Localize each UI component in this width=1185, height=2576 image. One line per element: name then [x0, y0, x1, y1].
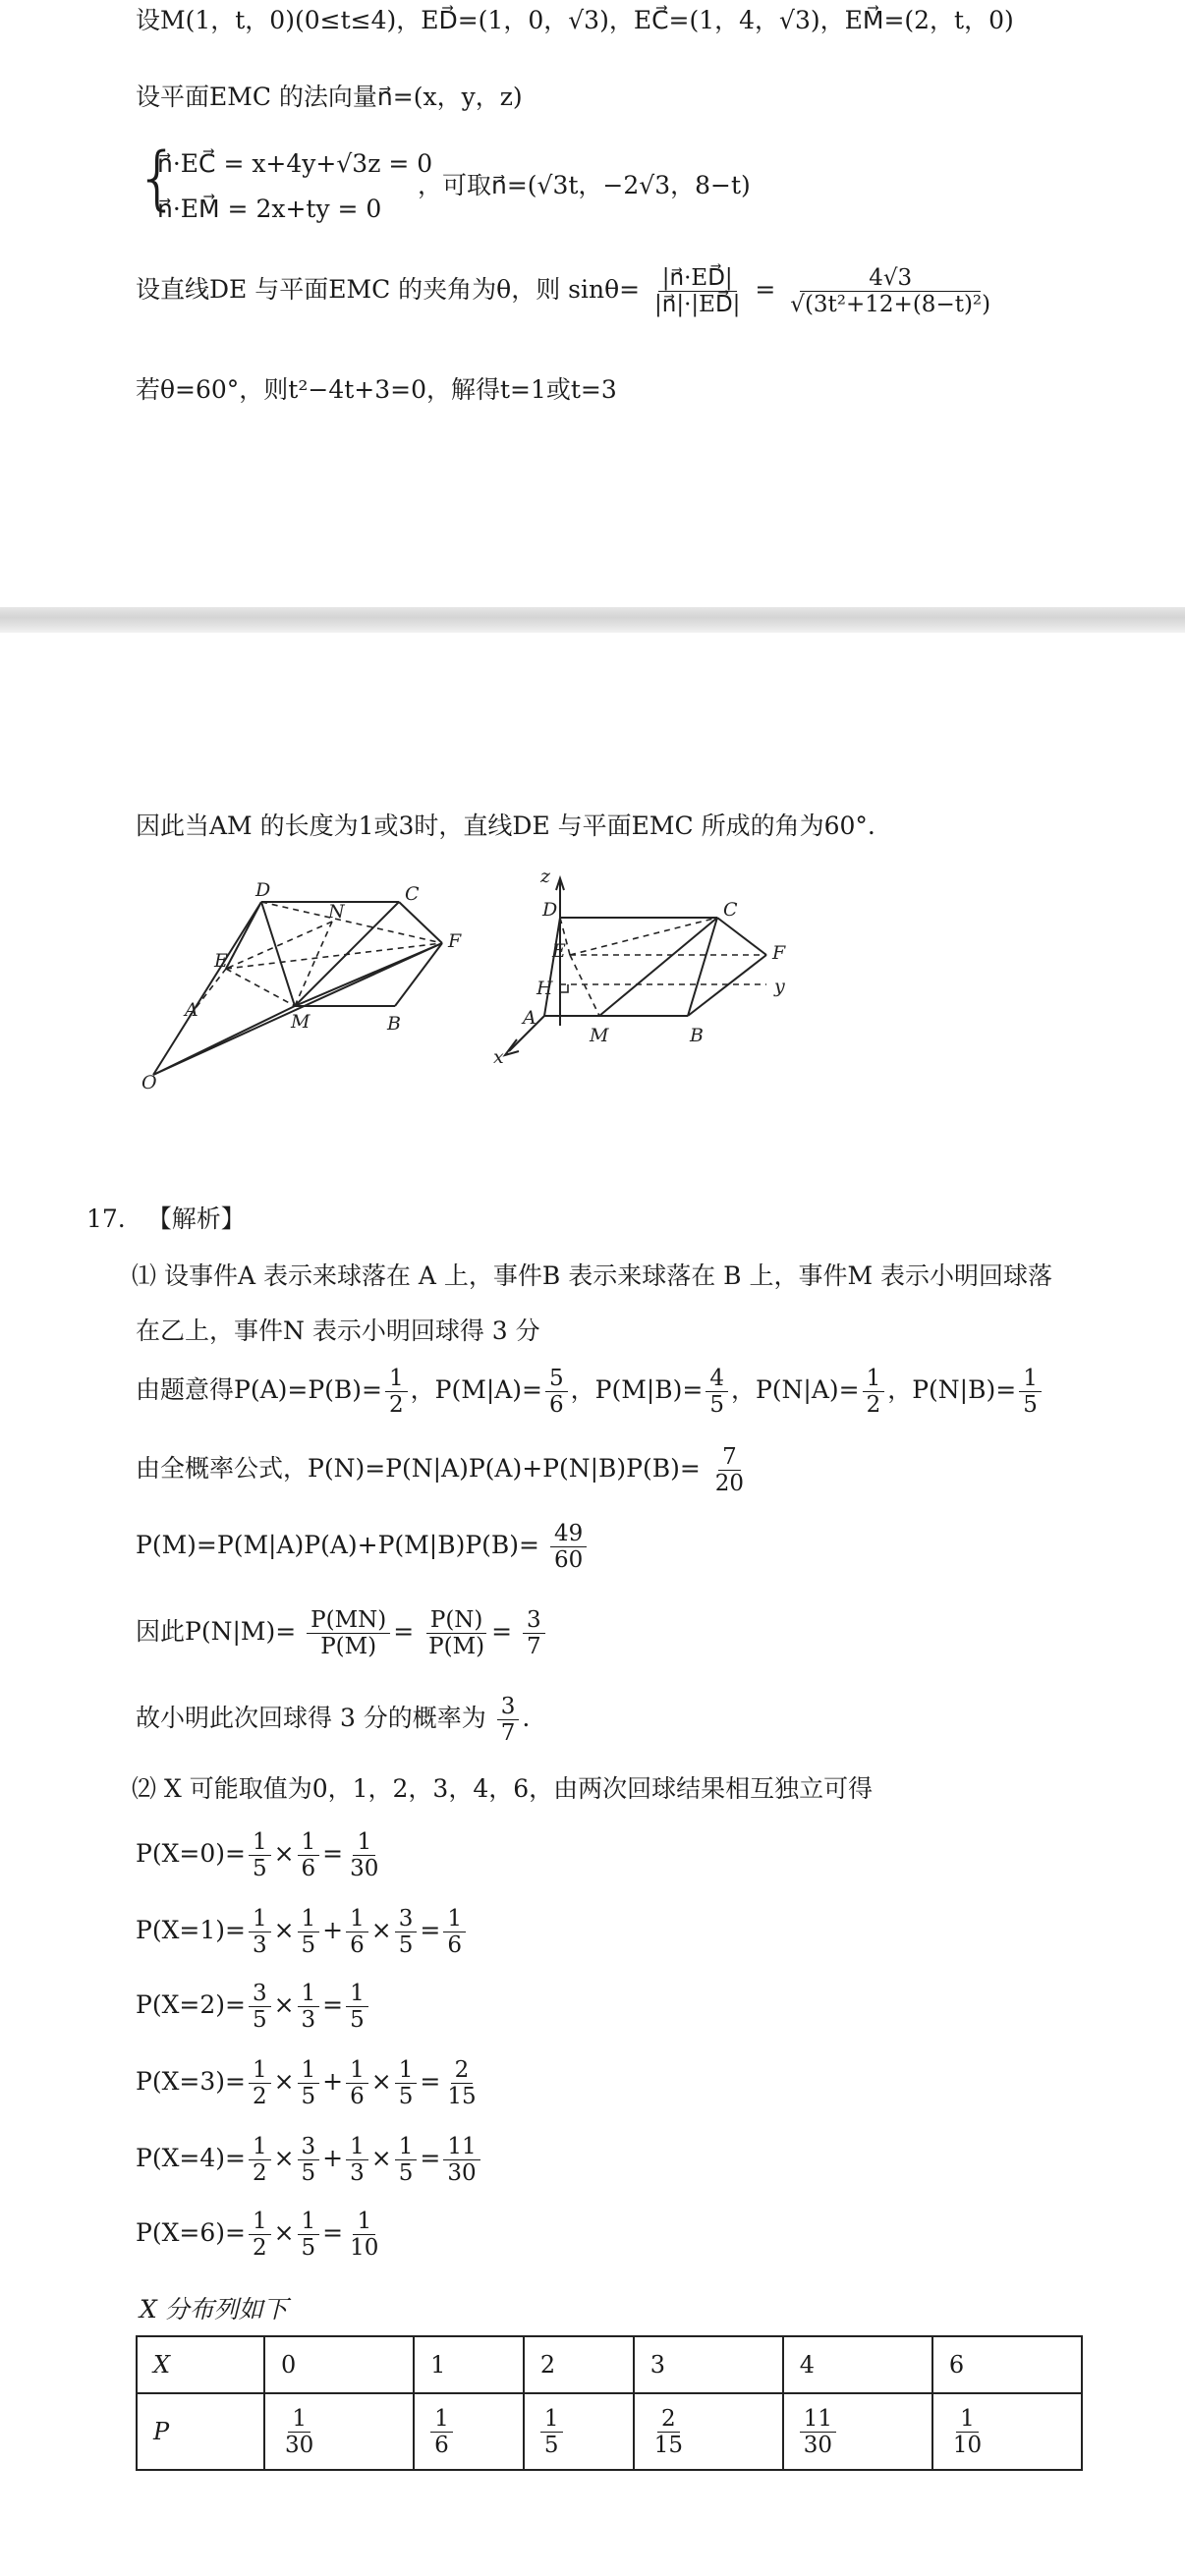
- normal-vector-result: ，可取n⃗=(√3t，−2√3，8−t): [418, 171, 751, 199]
- px1-eq: =: [420, 1916, 441, 1944]
- px4-eq: =: [420, 2144, 441, 2172]
- table-head-x: X: [137, 2336, 264, 2393]
- given-frac-0: [385, 1366, 408, 1418]
- table-p-frac-0-den: 30: [285, 2432, 314, 2458]
- px0-result: [346, 1829, 382, 1881]
- cond-fraction-3: [523, 1607, 545, 1659]
- px6-lhs: P(X=6)=: [136, 2218, 246, 2247]
- cond-fraction-1: [307, 1607, 390, 1659]
- equation-1: n⃗·EC⃗ = x+4y+√3z = 0: [157, 149, 433, 178]
- pyramid-label-6: M: [291, 1011, 310, 1033]
- prob-line-px1: [136, 1906, 469, 1958]
- px3-c-num: 1: [346, 2057, 368, 2084]
- px1-a-num: 1: [249, 1906, 271, 1932]
- pyramid-figure: [136, 878, 470, 1114]
- cond-f2-num: P(N): [426, 1607, 487, 1634]
- px6-b-num: 1: [298, 2209, 320, 2235]
- given-lhs-4: ，P(N|B)=: [887, 1375, 1017, 1404]
- table-x-cell-1: 1: [414, 2336, 524, 2393]
- px2-lhs: P(X=2)=: [136, 1990, 246, 2019]
- sine-angle-line: 设直线DE 与平面EMC 的夹角为θ，则 sinθ= $\frac{|n⃗\cdot ED⃗|}{|n⃗|\cdot|ED⃗|}$ = $\frac{4√3}{\text{√(3t²+12+(8−t)²)}}$: [136, 265, 997, 317]
- cond-f1-num: P(MN): [307, 1607, 390, 1634]
- px1-result-num: 1: [443, 1906, 466, 1932]
- given-probabilities: [136, 1366, 1044, 1418]
- px6-b-den: 5: [301, 2235, 316, 2261]
- pyramid-label-0: D: [255, 879, 271, 901]
- table-p-frac-5-num: 1: [956, 2406, 979, 2433]
- part2-line: ⑵ X 可能取值为0，1，2，3，4，6，由两次回球结果相互独立可得: [132, 1774, 874, 1803]
- given-list: [234, 1366, 1044, 1418]
- given-frac-1-num: 5: [545, 1366, 568, 1392]
- equation-2: n⃗·EM⃗ = 2x+ty = 0: [157, 195, 382, 223]
- normal-vector-line: 设平面EMC 的法向量n⃗=(x，y，z): [136, 83, 523, 111]
- px0-a-num: 1: [249, 1829, 271, 1856]
- prism-label-7: y: [774, 976, 785, 997]
- px6-a-den: 2: [252, 2235, 267, 2261]
- px6-b: [298, 2209, 320, 2261]
- table-p-frac-1-den: 6: [434, 2432, 449, 2458]
- table-p-frac-2-den: 5: [543, 2432, 559, 2458]
- pm-num: 49: [550, 1521, 587, 1547]
- cond-prefix: 因此P(N|M)=: [136, 1617, 297, 1646]
- table-p-cell-5: [932, 2393, 1082, 2470]
- prism-label-1: D: [542, 899, 558, 921]
- px6-result: [346, 2209, 382, 2261]
- px4-times-1: ×: [273, 2144, 295, 2172]
- prob-line-px0: [136, 1829, 385, 1881]
- given-frac-2-den: 5: [709, 1392, 724, 1418]
- px1-b: [298, 1906, 320, 1958]
- px6-result-num: 1: [353, 2209, 375, 2235]
- sine-fraction-1: [650, 265, 744, 317]
- px3-d-num: 1: [395, 2057, 418, 2084]
- px4-c-den: 3: [350, 2160, 365, 2186]
- px4-d-den: 5: [398, 2160, 414, 2186]
- prism-label-2: C: [723, 899, 738, 921]
- px0-b-den: 6: [301, 1856, 316, 1881]
- prism-label-4: F: [772, 942, 786, 964]
- given-frac-1-den: 6: [549, 1392, 564, 1418]
- table-p-frac-0-num: 1: [288, 2406, 310, 2433]
- px3-plus: +: [322, 2067, 344, 2096]
- sine-fraction-2: [786, 265, 994, 317]
- table-x-cell-2: 2: [524, 2336, 634, 2393]
- px3-result-num: 2: [451, 2057, 474, 2084]
- solution-page-bottom: [0, 633, 1185, 2576]
- px1-b-num: 1: [298, 1906, 320, 1932]
- pm-prefix: P(M)=P(M|A)P(A)+P(M|B)P(B)=: [136, 1531, 539, 1559]
- table-caption: X 分布列如下: [140, 2295, 288, 2324]
- px4-a-den: 2: [252, 2160, 267, 2186]
- table-x-cell-0: 0: [264, 2336, 414, 2393]
- conclusion-line: 因此当AM 的长度为1或3时，直线DE 与平面EMC 所成的角为60°.: [136, 812, 875, 840]
- pm-den: 60: [553, 1547, 584, 1573]
- given-lhs-2: ，P(M|B)=: [570, 1375, 704, 1404]
- given-lhs-1: ，P(M|A)=: [410, 1375, 542, 1404]
- table-p-cell-1: [414, 2393, 524, 2470]
- total-den: 20: [714, 1471, 745, 1496]
- answer1-num: 3: [497, 1694, 520, 1720]
- px6-a: [249, 2209, 271, 2261]
- px3-times-1: ×: [273, 2067, 295, 2096]
- px2-a-den: 5: [252, 2007, 267, 2033]
- px3-b-den: 5: [301, 2084, 316, 2109]
- answer1-den: 7: [500, 1720, 516, 1746]
- table-p-cell-3: [634, 2393, 783, 2470]
- px6-a-num: 1: [249, 2209, 271, 2235]
- table-p-frac-4-den: 30: [803, 2432, 833, 2458]
- sine-fraction-2-den: √(3t²+12+(8−t)²): [790, 292, 991, 317]
- table-p-cell-2: [524, 2393, 634, 2470]
- pyramid-label-7: B: [387, 1013, 401, 1035]
- table-p-frac-1: [430, 2406, 453, 2458]
- total-prefix: 由全概率公式，P(N)=P(N|A)P(A)+P(N|B)P(B)=: [136, 1454, 701, 1483]
- cond-f3-num: 3: [523, 1607, 545, 1634]
- question-17-header: [86, 1203, 246, 1236]
- px0-eq: =: [322, 1839, 344, 1868]
- px1-result: [443, 1906, 466, 1958]
- table-row-x: [137, 2336, 1082, 2393]
- prob-line-px3: [136, 2057, 483, 2109]
- px4-c-num: 1: [346, 2134, 368, 2160]
- given-frac-2-num: 4: [705, 1366, 728, 1392]
- px4-lhs: P(X=4)=: [136, 2144, 246, 2172]
- px4-result: [443, 2134, 480, 2186]
- px1-b-den: 5: [301, 1932, 316, 1958]
- table-p-frac-3-den: 15: [653, 2432, 683, 2458]
- given-frac-0-den: 2: [389, 1392, 404, 1418]
- px4-times-2: ×: [370, 2144, 392, 2172]
- prism-label-9: B: [690, 1025, 704, 1046]
- given-lhs-3: ，P(N|A)=: [730, 1375, 860, 1404]
- distribution-table: [136, 2335, 1083, 2471]
- px1-a-den: 3: [252, 1932, 267, 1958]
- px1-c-den: 6: [350, 1932, 365, 1958]
- px4-result-num: 11: [443, 2134, 480, 2160]
- px3-result-den: 15: [447, 2084, 477, 2109]
- conditional-probability-line: 因此P(N|M)= $\frac{P(MN)}{P(M)}$ = $\frac{P(N)}{P(M)}$ = $\frac{3}{7}$: [136, 1607, 548, 1659]
- table-p-frac-3-num: 2: [657, 2406, 680, 2433]
- prism-label-8: M: [590, 1025, 609, 1046]
- coordinate-vectors-line: 设M(1，t，0)(0≤t≤4)，ED⃗=(1，0，√3)，EC⃗=(1，4，√3)，EM⃗=(2，t，0): [136, 6, 1014, 34]
- table-x-cell-5: 6: [932, 2336, 1082, 2393]
- px3-a: [249, 2057, 271, 2109]
- table-p-frac-3: [650, 2406, 687, 2458]
- answer-part1: [136, 1694, 530, 1746]
- px0-b: [298, 1829, 320, 1881]
- prism-label-3: E: [552, 940, 566, 962]
- px4-plus: +: [322, 2144, 344, 2172]
- given-frac-3: [863, 1366, 885, 1418]
- table-p-cell-0: [264, 2393, 414, 2470]
- px1-d-den: 5: [398, 1932, 414, 1958]
- sine-prefix: 设直线DE 与平面EMC 的夹角为θ，则 sinθ=: [136, 275, 641, 304]
- px3-c-den: 6: [350, 2084, 365, 2109]
- given-frac-3-num: 1: [863, 1366, 885, 1392]
- table-p-frac-5-den: 10: [952, 2432, 983, 2458]
- pyramid-label-2: N: [328, 901, 345, 923]
- pyramid-label-8: O: [141, 1072, 157, 1093]
- px1-result-den: 6: [447, 1932, 462, 1958]
- given-frac-4-den: 5: [1023, 1392, 1038, 1418]
- table-p-frac-5: [949, 2406, 986, 2458]
- sine-fraction-1-num: |n⃗·ED⃗|: [658, 265, 737, 292]
- px4-result-den: 30: [447, 2160, 477, 2186]
- pyramid-label-4: F: [448, 930, 462, 952]
- px3-eq: =: [420, 2067, 441, 2096]
- prism-label-10: x: [493, 1046, 504, 1068]
- page-separator: [0, 607, 1185, 633]
- prism-label-0: z: [540, 868, 551, 887]
- table-x-cell-3: 3: [634, 2336, 783, 2393]
- px4-a-num: 1: [249, 2134, 271, 2160]
- coordinate-prism-labels: [493, 868, 786, 1068]
- pyramid-label-5: A: [185, 999, 198, 1021]
- solution-page-top: [0, 0, 1185, 607]
- question-number: 17.: [86, 1204, 126, 1233]
- given-frac-3-den: 2: [866, 1392, 881, 1418]
- px6-times-1: ×: [273, 2218, 295, 2247]
- coordinate-prism-figure: [462, 868, 796, 1104]
- cond-fraction-2: [424, 1607, 488, 1659]
- cond-f1-den: P(M): [320, 1634, 377, 1659]
- pm-fraction: [550, 1521, 587, 1573]
- px2-a: [249, 1981, 271, 2033]
- px2-eq: =: [322, 1990, 344, 2019]
- px3-a-den: 2: [252, 2084, 267, 2109]
- px0-times-1: ×: [273, 1839, 295, 1868]
- px2-result-den: 5: [350, 2007, 365, 2033]
- px1-d-num: 3: [395, 1906, 418, 1932]
- answer1-suffix: .: [522, 1704, 531, 1732]
- px2-times-1: ×: [273, 1990, 295, 2019]
- angle-condition-line: 若θ=60°，则t²−4t+3=0，解得t=1或t=3: [136, 375, 617, 404]
- px0-b-num: 1: [298, 1829, 320, 1856]
- px1-lhs: P(X=1)=: [136, 1916, 246, 1944]
- px1-c: [346, 1906, 368, 1958]
- given-prefix: 由题意得: [136, 1375, 235, 1404]
- answer1-fraction: [497, 1694, 520, 1746]
- table-p-frac-4: [800, 2406, 836, 2458]
- table-p-frac-4-num: 11: [800, 2406, 836, 2433]
- prism-label-6: A: [523, 1007, 536, 1029]
- sine-fraction-1-den: |n⃗|·|ED⃗|: [654, 292, 741, 317]
- px1-a: [249, 1906, 271, 1958]
- cond-f3-den: 7: [527, 1634, 541, 1659]
- px6-eq: =: [322, 2218, 344, 2247]
- equation-brace: {: [136, 138, 180, 218]
- prob-line-px6: [136, 2209, 385, 2261]
- px4-b: [298, 2134, 320, 2186]
- px3-result: [443, 2057, 480, 2109]
- px3-d-den: 5: [398, 2084, 414, 2109]
- pm-line: [136, 1521, 590, 1573]
- analysis-tag: 【解析】: [146, 1204, 246, 1233]
- px4-b-den: 5: [301, 2160, 316, 2186]
- px2-a-num: 3: [249, 1981, 271, 2007]
- given-frac-1: [545, 1366, 568, 1418]
- total-probability-line: [136, 1444, 751, 1496]
- px2-b: [298, 1981, 320, 2033]
- table-row-p: [137, 2393, 1082, 2470]
- px2-result: [346, 1981, 368, 2033]
- px6-result-den: 10: [350, 2235, 379, 2261]
- pyramid-figure-labels: [141, 879, 462, 1093]
- px2-result-num: 1: [346, 1981, 368, 2007]
- given-frac-4: [1019, 1366, 1042, 1418]
- px2-b-num: 1: [298, 1981, 320, 2007]
- px3-times-2: ×: [370, 2067, 392, 2096]
- pyramid-label-3: E: [214, 950, 228, 972]
- px1-times-2: ×: [370, 1916, 392, 1944]
- cond-f2-den: P(M): [428, 1634, 485, 1659]
- px3-a-num: 1: [249, 2057, 271, 2084]
- total-num: 7: [718, 1444, 741, 1471]
- table-p-cell-4: [783, 2393, 932, 2470]
- px1-times-1: ×: [273, 1916, 295, 1944]
- part1-line-a: ⑴ 设事件A 表示来球落在 A 上，事件B 表示来球落在 B 上，事件M 表示小明回球落: [132, 1261, 1053, 1290]
- table-p-frac-1-num: 1: [430, 2406, 453, 2433]
- prism-label-5: H: [536, 978, 553, 999]
- table-p-frac-2-num: 1: [540, 2406, 563, 2433]
- px4-c: [346, 2134, 368, 2186]
- total-fraction: [711, 1444, 748, 1496]
- px3-d: [395, 2057, 418, 2109]
- table-p-frac-0: [281, 2406, 317, 2458]
- px1-c-num: 1: [346, 1906, 368, 1932]
- answer1-prefix: 故小明此次回球得 3 分的概率为: [136, 1704, 486, 1732]
- prob-line-px4: [136, 2134, 483, 2186]
- pyramid-label-1: C: [405, 883, 420, 905]
- px1-plus: +: [322, 1916, 344, 1944]
- px3-lhs: P(X=3)=: [136, 2067, 246, 2096]
- px0-a-den: 5: [252, 1856, 267, 1881]
- px4-d: [395, 2134, 418, 2186]
- px4-d-num: 1: [395, 2134, 418, 2160]
- given-frac-4-num: 1: [1019, 1366, 1042, 1392]
- table-p-frac-2: [540, 2406, 563, 2458]
- px2-b-den: 3: [301, 2007, 316, 2033]
- given-frac-0-num: 1: [385, 1366, 408, 1392]
- prob-line-px2: [136, 1981, 371, 2033]
- px1-d: [395, 1906, 418, 1958]
- px3-b-num: 1: [298, 2057, 320, 2084]
- px0-a: [249, 1829, 271, 1881]
- px4-a: [249, 2134, 271, 2186]
- px3-c: [346, 2057, 368, 2109]
- px4-b-num: 3: [298, 2134, 320, 2160]
- px0-lhs: P(X=0)=: [136, 1839, 246, 1868]
- part1-line-b: 在乙上，事件N 表示小明回球得 3 分: [136, 1316, 540, 1345]
- px0-result-den: 30: [350, 1856, 379, 1881]
- px3-b: [298, 2057, 320, 2109]
- px0-result-num: 1: [353, 1829, 375, 1856]
- table-head-p: P: [137, 2393, 264, 2470]
- given-frac-2: [705, 1366, 728, 1418]
- table-x-cell-4: 4: [783, 2336, 932, 2393]
- given-lhs-0: P(A)=P(B)=: [234, 1375, 382, 1404]
- sine-fraction-2-num: 4√3: [800, 265, 981, 292]
